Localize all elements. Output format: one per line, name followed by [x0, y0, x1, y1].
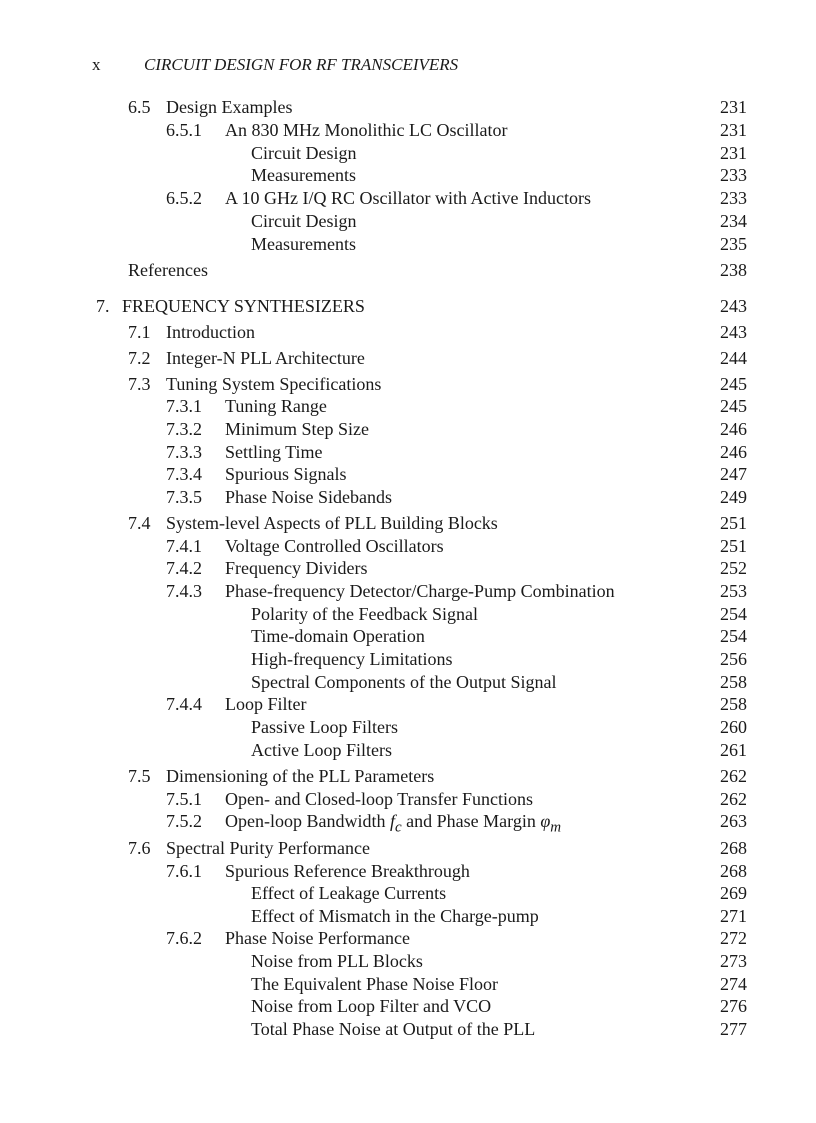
toc-entry-topic	[0, 1018, 816, 1040]
entry-page: 256	[720, 649, 747, 669]
toc-entry-topic	[0, 648, 816, 670]
entry-page: 261	[720, 740, 747, 760]
entry-number: 7.1	[128, 322, 151, 342]
entry-number: 7.3.5	[166, 487, 202, 507]
entry-number: 7.	[96, 296, 110, 316]
entry-title: Spurious Reference Breakthrough	[225, 861, 470, 881]
entry-page: 235	[720, 234, 747, 254]
entry-title: Dimensioning of the PLL Parameters	[166, 766, 435, 786]
toc-entry-section	[0, 837, 816, 859]
entry-number: 7.4.3	[166, 581, 202, 601]
entry-page: 244	[720, 348, 747, 368]
entry-page: 233	[720, 188, 747, 208]
entry-title: Effect of Mismatch in the Charge-pump	[251, 906, 539, 926]
entry-title: Phase Noise Sidebands	[225, 487, 392, 507]
entry-page: 273	[720, 951, 747, 971]
entry-number: 7.3.4	[166, 464, 202, 484]
entry-page: 262	[720, 766, 747, 786]
toc-entry-subsection	[0, 557, 816, 579]
entry-number: 6.5.1	[166, 120, 202, 140]
entry-page: 269	[720, 883, 747, 903]
entry-number: 7.3.1	[166, 396, 202, 416]
toc-entry-topic	[0, 625, 816, 647]
toc-entry-topic	[0, 739, 816, 761]
entry-title: Integer-N PLL Architecture	[166, 348, 365, 368]
entry-page: 254	[720, 604, 747, 624]
entry-number: 7.5.2	[166, 811, 202, 831]
entry-title: Tuning System Specifications	[166, 374, 382, 394]
entry-page: 258	[720, 694, 747, 714]
toc-entry-subsection	[0, 860, 816, 882]
entry-number: 7.4.1	[166, 536, 202, 556]
toc-entry-section	[0, 96, 816, 118]
entry-page: 268	[720, 861, 747, 881]
entry-page: 268	[720, 838, 747, 858]
title-text: Open-loop Bandwidth	[225, 811, 390, 831]
entry-number: 7.4.4	[166, 694, 202, 714]
entry-title: A 10 GHz I/Q RC Oscillator with Active Inductors	[225, 188, 591, 208]
entry-page: 251	[720, 513, 747, 533]
entry-number: 7.3	[128, 374, 151, 394]
toc-entry-subsection	[0, 810, 816, 836]
toc-entry-topic	[0, 716, 816, 738]
entry-page: 271	[720, 906, 747, 926]
entry-title: Circuit Design	[251, 211, 357, 231]
page-number: x	[92, 55, 101, 74]
entry-title: Active Loop Filters	[251, 740, 392, 760]
entry-title	[225, 810, 561, 839]
toc-entry-topic	[0, 603, 816, 625]
entry-number: 7.5.1	[166, 789, 202, 809]
bandwidth-subscript: c	[395, 819, 402, 836]
entry-page: 245	[720, 374, 747, 394]
entry-number: 7.5	[128, 766, 151, 786]
entry-page: 245	[720, 396, 747, 416]
toc-entry-subsection	[0, 395, 816, 417]
entry-title: Spurious Signals	[225, 464, 347, 484]
entry-number: 7.6.2	[166, 928, 202, 948]
entry-title: Open- and Closed-loop Transfer Functions	[225, 789, 533, 809]
entry-title: Circuit Design	[251, 143, 357, 163]
toc-entry-subsection	[0, 535, 816, 557]
entry-title: Minimum Step Size	[225, 419, 369, 439]
entry-title: Introduction	[166, 322, 255, 342]
entry-title: Polarity of the Feedback Signal	[251, 604, 478, 624]
entry-number: 7.3.2	[166, 419, 202, 439]
toc-entry-topic	[0, 164, 816, 186]
entry-title: Spectral Components of the Output Signal	[251, 672, 557, 692]
entry-page: 253	[720, 581, 747, 601]
toc-entry-topic	[0, 950, 816, 972]
toc-entry-topic	[0, 671, 816, 693]
toc-entry-section	[0, 347, 816, 369]
toc-entry-subsection	[0, 187, 816, 209]
entry-title: Noise from Loop Filter and VCO	[251, 996, 492, 1016]
book-title: CIRCUIT DESIGN FOR RF TRANSCEIVERS	[144, 55, 459, 74]
entry-title: FREQUENCY SYNTHESIZERS	[122, 296, 365, 316]
entry-page: 254	[720, 626, 747, 646]
entry-number: 6.5.2	[166, 188, 202, 208]
entry-page: 233	[720, 165, 747, 185]
entry-number: 7.2	[128, 348, 151, 368]
toc-entry-subsection	[0, 927, 816, 949]
entry-page: 231	[720, 143, 747, 163]
entry-page: 249	[720, 487, 747, 507]
entry-page: 252	[720, 558, 747, 578]
toc-entry-topic	[0, 142, 816, 164]
toc-entry-subsection	[0, 693, 816, 715]
entry-title: Voltage Controlled Oscillators	[225, 536, 444, 556]
toc-entry-subsection	[0, 418, 816, 440]
entry-title: Passive Loop Filters	[251, 717, 398, 737]
entry-title: Tuning Range	[225, 396, 327, 416]
entry-page: 243	[720, 296, 747, 316]
entry-page: 246	[720, 442, 747, 462]
toc-entry-chapter	[0, 295, 816, 317]
entry-title: High-frequency Limitations	[251, 649, 453, 669]
entry-page: 263	[720, 811, 747, 831]
entry-title: Frequency Dividers	[225, 558, 368, 578]
toc-entry-subsection	[0, 486, 816, 508]
entry-title: An 830 MHz Monolithic LC Oscillator	[225, 120, 508, 140]
entry-number: 7.6.1	[166, 861, 202, 881]
toc-entry-subsection	[0, 441, 816, 463]
toc-entry-subsection	[0, 580, 816, 602]
toc-entry-topic	[0, 233, 816, 255]
entry-title: Design Examples	[166, 97, 293, 117]
toc-entry-topic	[0, 882, 816, 904]
toc-entry-references	[0, 259, 816, 281]
entry-page: 277	[720, 1019, 747, 1039]
entry-title: Effect of Leakage Currents	[251, 883, 447, 903]
entry-number: 6.5	[128, 97, 151, 117]
entry-title: The Equivalent Phase Noise Floor	[251, 974, 498, 994]
toc-entry-topic	[0, 995, 816, 1017]
entry-page: 238	[720, 260, 747, 280]
toc-entry-section	[0, 765, 816, 787]
toc-entry-subsection	[0, 788, 816, 810]
entry-page: 260	[720, 717, 747, 737]
entry-title: References	[128, 260, 208, 280]
entry-title: Spectral Purity Performance	[166, 838, 370, 858]
entry-number: 7.6	[128, 838, 151, 858]
entry-title: Loop Filter	[225, 694, 307, 714]
entry-page: 251	[720, 536, 747, 556]
entry-title: Total Phase Noise at Output of the PLL	[251, 1019, 536, 1039]
entry-title: Phase Noise Performance	[225, 928, 410, 948]
entry-title: Time-domain Operation	[251, 626, 425, 646]
bandwidth-symbol: f	[389, 811, 395, 831]
entry-page: 276	[720, 996, 747, 1016]
entry-title: Phase-frequency Detector/Charge-Pump Combination	[225, 581, 615, 601]
toc-entry-section	[0, 321, 816, 343]
toc-entry-subsection	[0, 463, 816, 485]
entry-page: 272	[720, 928, 747, 948]
entry-page: 243	[720, 322, 747, 342]
entry-title: Measurements	[251, 234, 356, 254]
entry-title: System-level Aspects of PLL Building Blocks	[166, 513, 498, 533]
entry-title: Settling Time	[225, 442, 323, 462]
toc-entry-section	[0, 373, 816, 395]
phase-margin-symbol: φ	[540, 811, 551, 831]
toc-entry-subsection	[0, 119, 816, 141]
entry-page: 234	[720, 211, 747, 231]
entry-title: Measurements	[251, 165, 356, 185]
entry-page: 274	[720, 974, 747, 994]
toc-entry-topic	[0, 210, 816, 232]
entry-title: Noise from PLL Blocks	[251, 951, 423, 971]
title-text: and Phase Margin	[401, 811, 541, 831]
entry-number: 7.3.3	[166, 442, 202, 462]
entry-page: 231	[720, 97, 747, 117]
entry-number: 7.4.2	[166, 558, 202, 578]
entry-page: 247	[720, 464, 747, 484]
phase-margin-subscript: m	[550, 819, 562, 836]
entry-page: 258	[720, 672, 747, 692]
entry-number: 7.4	[128, 513, 151, 533]
entry-page: 262	[720, 789, 747, 809]
entry-page: 231	[720, 120, 747, 140]
toc-entry-section	[0, 512, 816, 534]
toc-entry-topic	[0, 905, 816, 927]
toc-entry-topic	[0, 973, 816, 995]
entry-page: 246	[720, 419, 747, 439]
